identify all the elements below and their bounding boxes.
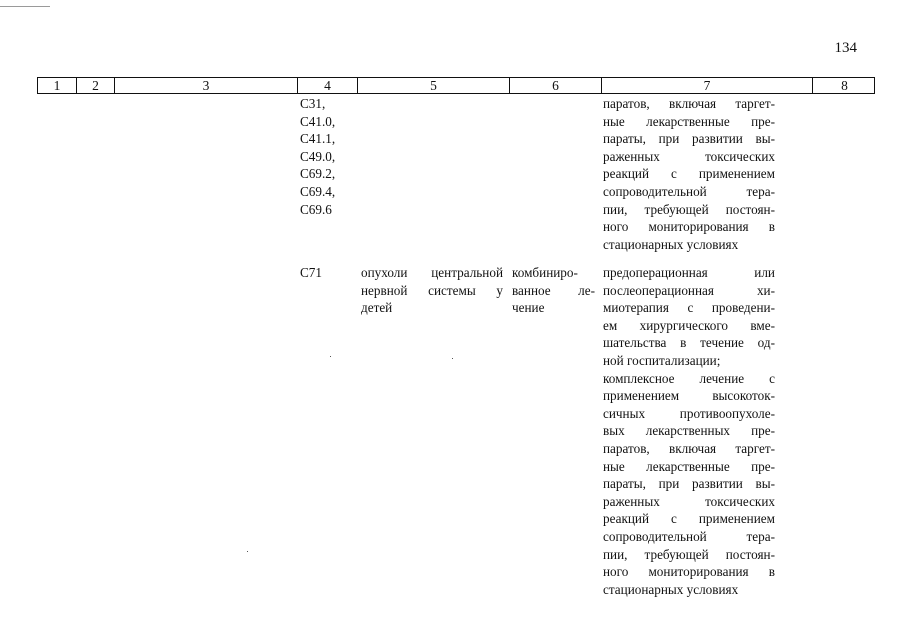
text-line: ные лекарственные пре- xyxy=(603,113,775,129)
diagnosis-code: C41.1, xyxy=(300,131,336,147)
text-line: пии, требующей постоян- xyxy=(603,201,775,217)
table-header-row xyxy=(37,77,875,94)
text-line: раженных токсических xyxy=(603,148,775,164)
text-line: реакций с применением xyxy=(603,166,775,182)
text-line: ем хирургического вме- xyxy=(603,317,775,333)
scan-speck xyxy=(247,551,248,552)
text-line: параты, при развитии вы- xyxy=(603,476,775,492)
diagnosis-code: C69.2, xyxy=(300,166,336,182)
page-number: 134 xyxy=(834,40,857,56)
diagnosis-code: C49.0, xyxy=(300,148,336,164)
text-line: сичных противоопухоле- xyxy=(603,405,775,421)
diagnosis-code: C31, xyxy=(300,96,326,111)
header-col-4: 4 xyxy=(297,78,357,93)
header-col-8: 8 xyxy=(812,78,876,93)
text-line: паратов, включая таргет- xyxy=(603,96,775,111)
text-line: ного мониторирования в xyxy=(603,564,775,580)
text-line: реакций с применением xyxy=(603,511,775,527)
header-col-3: 3 xyxy=(114,78,297,93)
text-line: стационарных условиях xyxy=(603,236,739,252)
text-line: детей xyxy=(361,300,393,316)
row1-treatment-method xyxy=(603,95,775,253)
header-col-7: 7 xyxy=(601,78,812,93)
scan-speck xyxy=(452,358,453,359)
header-col-2: 2 xyxy=(76,78,114,93)
row2-patient-model xyxy=(361,264,503,317)
diagnosis-code: C41.0, xyxy=(300,113,336,129)
row2-diagnosis-codes xyxy=(300,264,360,282)
text-line: параты, при развитии вы- xyxy=(603,131,775,147)
text-line: опухоли центральной xyxy=(361,265,503,280)
header-col-1: 1 xyxy=(53,78,61,93)
text-line: послеоперационная хи- xyxy=(603,282,775,298)
text-line: нервной системы у xyxy=(361,282,503,298)
text-line: стационарных условиях xyxy=(603,581,739,597)
header-col-5: 5 xyxy=(357,78,509,93)
text-line: ванное ле- xyxy=(512,282,595,298)
text-line: вых лекарственных пре- xyxy=(603,423,775,439)
text-line: комплексное лечение с xyxy=(603,370,775,386)
row1-diagnosis-codes xyxy=(300,95,360,218)
text-line: ного мониторирования в xyxy=(603,219,775,235)
diagnosis-code: C71 xyxy=(300,265,322,280)
text-line: предоперационная или xyxy=(603,265,775,280)
text-line: пии, требующей постоян- xyxy=(603,546,775,562)
text-line: миотерапия с проведени- xyxy=(603,300,775,316)
text-line: комбиниро- xyxy=(512,265,578,280)
diagnosis-code: C69.6 xyxy=(300,201,332,217)
scan-speck xyxy=(330,356,331,357)
diagnosis-code: C69.4, xyxy=(300,183,336,199)
text-line: паратов, включая таргет- xyxy=(603,440,775,456)
text-line: применением высокоток- xyxy=(603,388,775,404)
scan-artifact-line xyxy=(0,6,50,7)
header-col-6: 6 xyxy=(509,78,601,93)
text-line: раженных токсических xyxy=(603,493,775,509)
row2-treatment-type xyxy=(512,264,595,317)
text-line: шательства в течение од- xyxy=(603,335,775,351)
text-line: ные лекарственные пре- xyxy=(603,458,775,474)
text-line: ной госпитализации; xyxy=(603,352,721,368)
row2-treatment-method xyxy=(603,264,775,598)
text-line: сопроводительной тера- xyxy=(603,528,775,544)
text-line: чение xyxy=(512,300,545,316)
text-line: сопроводительной тера- xyxy=(603,183,775,199)
